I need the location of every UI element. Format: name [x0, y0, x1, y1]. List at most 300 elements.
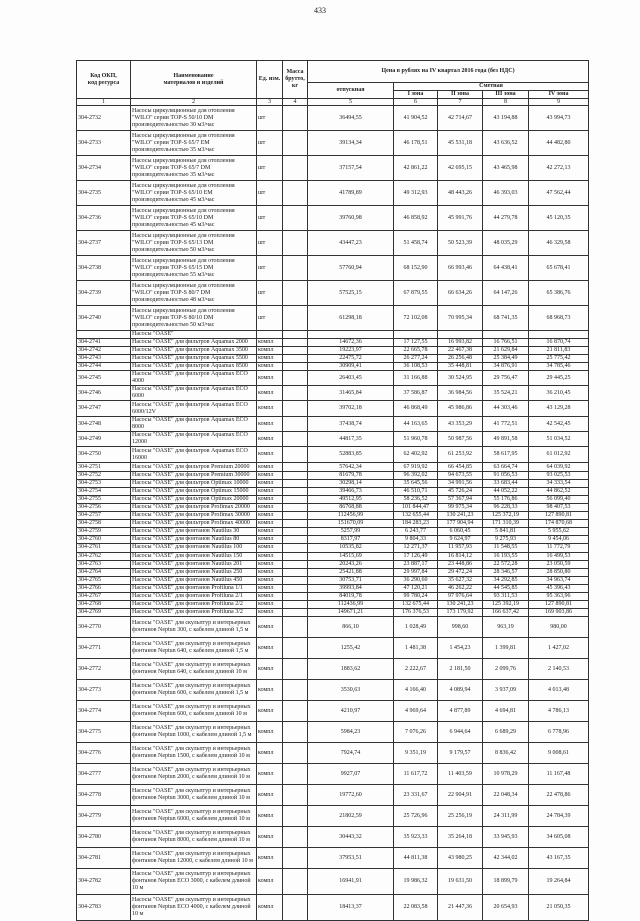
release-price	[308, 331, 394, 339]
zone-3-price: 2 099,76	[483, 659, 529, 680]
zone-1-price: 25 726,96	[394, 806, 438, 827]
unit: компл	[257, 659, 283, 680]
resource-code: 304-2782	[77, 869, 131, 895]
item-name: Насосы циркуляционные для отопления "WILO" серии TOP-S 50/10 DM производительностью 30 м3/час	[131, 106, 257, 131]
item-name: Насосы "OASE" для фильтров Profimax 30000	[131, 512, 257, 520]
unit: шт	[257, 156, 283, 181]
zone-2-price: 70 995,34	[438, 306, 483, 331]
unit: шт	[257, 181, 283, 206]
table-row	[77, 156, 589, 181]
zone-2-price: 11 957,93	[438, 544, 483, 552]
gross-mass	[283, 560, 308, 568]
gross-mass	[283, 503, 308, 511]
resource-code: 304-2772	[77, 659, 131, 680]
gross-mass	[283, 584, 308, 592]
table-row	[77, 347, 589, 355]
gross-mass	[283, 432, 308, 447]
resource-code: 304-2749	[77, 432, 131, 447]
zone-1-price: 4 969,64	[394, 701, 438, 722]
resource-code: 304-2780	[77, 827, 131, 848]
zone-1-price: 176 376,53	[394, 609, 438, 617]
gross-mass	[283, 520, 308, 528]
zone-4-price: 16 870,74	[529, 339, 589, 347]
gross-mass	[283, 156, 308, 181]
table-row	[77, 520, 589, 528]
unit: компл	[257, 848, 283, 869]
zone-1-price: 17 127,55	[394, 339, 438, 347]
gross-mass	[283, 463, 308, 471]
unit: компл	[257, 503, 283, 511]
unit: компл	[257, 680, 283, 701]
zone-1-price: 9 351,19	[394, 743, 438, 764]
zone-1-price: 132 655,44	[394, 512, 438, 520]
resource-code: 304-2755	[77, 495, 131, 503]
item-name: Насосы "OASE" для фильтров Aquamax 2000	[131, 339, 257, 347]
zone-1-price: 22 665,78	[394, 347, 438, 355]
zone-4-price: 127 890,81	[529, 601, 589, 609]
zone-2-price: 42 714,67	[438, 106, 483, 131]
header-release-price: отпускная	[308, 83, 394, 99]
unit: компл	[257, 417, 283, 432]
unit	[257, 331, 283, 339]
item-name: Насосы "OASE" для фильтров Aquamax ECO 12000	[131, 432, 257, 447]
zone-4-price: 98 407,53	[529, 503, 589, 511]
unit: компл	[257, 487, 283, 495]
release-price: 36494,55	[308, 106, 394, 131]
header-price-title: Цена в рублях на IV квартал 2016 года (без НДС)	[308, 61, 589, 83]
zone-2-price: 66 993,46	[438, 256, 483, 281]
gross-mass	[283, 339, 308, 347]
release-price: 39134,34	[308, 131, 394, 156]
zone-4-price: 65 678,41	[529, 256, 589, 281]
resource-code: 304-2733	[77, 131, 131, 156]
table-row	[77, 528, 589, 536]
table-row	[77, 544, 589, 552]
page-number: 433	[314, 6, 326, 15]
zone-3-price: 9 275,93	[483, 536, 529, 544]
gross-mass	[283, 895, 308, 921]
unit: компл	[257, 584, 283, 592]
zone-4-price: 25 775,42	[529, 355, 589, 363]
zone-1-price: 51 960,78	[394, 432, 438, 447]
header-code-line2: код ресурса	[87, 79, 120, 86]
release-price: 1255,42	[308, 638, 394, 659]
item-name: Насосы "OASE" для фильтров Premium 20000	[131, 463, 257, 471]
zone-4-price: 11 772,79	[529, 544, 589, 552]
zone-3-price: 33 683,44	[483, 479, 529, 487]
zone-3-price: 6 689,29	[483, 722, 529, 743]
zone-1-price: 17 126,49	[394, 552, 438, 560]
column-number: 2	[131, 99, 257, 106]
unit: компл	[257, 355, 283, 363]
zone-3-price: 166 637,42	[483, 609, 529, 617]
zone-1-price: 23 887,17	[394, 560, 438, 568]
resource-code: 304-2737	[77, 231, 131, 256]
zone-3-price: 34 292,85	[483, 576, 529, 584]
release-price: 30909,41	[308, 363, 394, 371]
zone-4-price: 51 034,52	[529, 432, 589, 447]
resource-code: 304-2739	[77, 281, 131, 306]
zone-3-price: 64 147,26	[483, 281, 529, 306]
zone-2-price: 130 241,23	[438, 512, 483, 520]
resource-code: 304-2762	[77, 552, 131, 560]
item-name: Насосы "OASE" для фильтров Aquamax ECO 16000	[131, 447, 257, 463]
item-name: Насосы "OASE" для фильтров Aquamax ECO 6000	[131, 386, 257, 401]
resource-code: 304-2745	[77, 371, 131, 386]
table-row	[77, 806, 589, 827]
item-name: Насосы "OASE" для фильтров Profimax 40000	[131, 520, 257, 528]
table-row	[77, 131, 589, 156]
zone-3-price: 20 654,93	[483, 895, 529, 921]
zone-4-price: 28 850,80	[529, 568, 589, 576]
zone-3-price: 963,19	[483, 617, 529, 638]
release-price: 14515,69	[308, 552, 394, 560]
item-name: Насосы "OASE" для фильтров Aquamax 3500	[131, 347, 257, 355]
release-price: 30298,14	[308, 479, 394, 487]
zone-4-price	[529, 331, 589, 339]
zone-4-price: 29 445,25	[529, 371, 589, 386]
unit: компл	[257, 471, 283, 479]
zone-3-price: 44 545,85	[483, 584, 529, 592]
resource-code	[77, 331, 131, 339]
release-price: 112436,99	[308, 601, 394, 609]
zone-2-price: 23 448,86	[438, 560, 483, 568]
table-row	[77, 495, 589, 503]
table-row	[77, 512, 589, 520]
header-name	[131, 61, 257, 99]
zone-1-price: 37 586,87	[394, 386, 438, 401]
item-name: Насосы "OASE" для скульптур и интерьерных фонтанов Neptun 3000, с кабелем длиной 10 м	[131, 785, 257, 806]
header-name-line1: Наименование	[173, 72, 214, 79]
table-row	[77, 785, 589, 806]
zone-3-price: 43 636,52	[483, 131, 529, 156]
resource-code: 304-2778	[77, 785, 131, 806]
table-row	[77, 463, 589, 471]
item-name: Насосы циркуляционные для отопления "WILO" серии TOP-S 65/13 DM производительностью 50 м3/час	[131, 231, 257, 256]
zone-1-price: 19 986,32	[394, 869, 438, 895]
table-row	[77, 680, 589, 701]
zone-1-price: 67 919,92	[394, 463, 438, 471]
price-table	[76, 60, 589, 921]
table-row	[77, 181, 589, 206]
table-row	[77, 568, 589, 576]
release-price: 39702,18	[308, 401, 394, 417]
resource-code: 304-2764	[77, 568, 131, 576]
header-code-line1: Код ОКП,	[90, 72, 117, 79]
zone-4-price: 23 050,59	[529, 560, 589, 568]
item-name: Насосы "OASE" для скульптур и интерьерных фонтанов Neptun 640, с кабелем длиной 10 м	[131, 659, 257, 680]
resource-code: 304-2751	[77, 463, 131, 471]
unit: шт	[257, 306, 283, 331]
zone-2-price: 16 814,12	[438, 552, 483, 560]
zone-3-price: 25 384,49	[483, 355, 529, 363]
zone-3-price: 8 836,42	[483, 743, 529, 764]
unit: компл	[257, 869, 283, 895]
unit: компл	[257, 552, 283, 560]
column-number: 8	[483, 99, 529, 106]
gross-mass	[283, 331, 308, 339]
gross-mass	[283, 536, 308, 544]
zone-1-price: 46 858,92	[394, 206, 438, 231]
zone-1-price: 4 166,40	[394, 680, 438, 701]
table-row	[77, 592, 589, 600]
header-unit: Ед. изм.	[257, 61, 283, 99]
resource-code: 304-2732	[77, 106, 131, 131]
table-row	[77, 281, 589, 306]
zone-3-price: 48 035,29	[483, 231, 529, 256]
release-price: 866,10	[308, 617, 394, 638]
zone-3-price: 91 056,53	[483, 471, 529, 479]
column-number: 6	[394, 99, 438, 106]
gross-mass	[283, 848, 308, 869]
zone-2-price: 173 179,92	[438, 609, 483, 617]
unit: компл	[257, 544, 283, 552]
zone-3-price: 10 978,29	[483, 764, 529, 785]
resource-code: 304-2748	[77, 417, 131, 432]
zone-2-price: 46 262,22	[438, 584, 483, 592]
zone-2-price: 6 944,64	[438, 722, 483, 743]
resource-code: 304-2771	[77, 638, 131, 659]
gross-mass	[283, 617, 308, 638]
zone-2-price: 45 531,18	[438, 131, 483, 156]
table-row	[77, 206, 589, 231]
zone-1-price: 58 236,52	[394, 495, 438, 503]
resource-code: 304-2735	[77, 181, 131, 206]
table-row	[77, 386, 589, 401]
table-row	[77, 869, 589, 895]
zone-3-price: 96 228,33	[483, 503, 529, 511]
zone-4-price: 43 129,28	[529, 401, 589, 417]
table-row	[77, 355, 589, 363]
resource-code: 304-2740	[77, 306, 131, 331]
item-name: Насосы циркуляционные для отопления "WILO" серии TOP-S 65/7 EM производительностью 35 м3/час	[131, 131, 257, 156]
zone-1-price: 101 844,47	[394, 503, 438, 511]
gross-mass	[283, 638, 308, 659]
resource-code: 304-2742	[77, 347, 131, 355]
gross-mass	[283, 479, 308, 487]
item-name: Насосы "OASE" для фильтров Aquamax 8500	[131, 363, 257, 371]
gross-mass	[283, 306, 308, 331]
zone-3-price: 43 465,98	[483, 156, 529, 181]
zone-2-price: 43 980,25	[438, 848, 483, 869]
release-price: 61298,18	[308, 306, 394, 331]
gross-mass	[283, 806, 308, 827]
zone-4-price: 44 482,80	[529, 131, 589, 156]
zone-2-price: 57 367,94	[438, 495, 483, 503]
unit: шт	[257, 206, 283, 231]
header-estimate-price: Сметная	[394, 83, 589, 91]
zone-2-price: 998,60	[438, 617, 483, 638]
header-mass: Масса брутто, кг	[283, 61, 308, 99]
table-row	[77, 617, 589, 638]
resource-code: 304-2765	[77, 576, 131, 584]
resource-code: 304-2781	[77, 848, 131, 869]
gross-mass	[283, 701, 308, 722]
zone-4-price: 11 167,48	[529, 764, 589, 785]
header-zone-4: IV зона	[529, 91, 589, 99]
zone-2-price: 66 454,85	[438, 463, 483, 471]
gross-mass	[283, 743, 308, 764]
zone-3-price: 1 399,81	[483, 638, 529, 659]
item-name: Насосы "OASE" для фонтанов Nautilus 201	[131, 560, 257, 568]
table-row	[77, 848, 589, 869]
zone-2-price: 130 241,23	[438, 601, 483, 609]
zone-1-price: 51 458,74	[394, 231, 438, 256]
zone-4-price: 21 050,35	[529, 895, 589, 921]
item-name: Насосы "OASE" для фильтров Aquamax ECO 8000	[131, 417, 257, 432]
resource-code: 304-2763	[77, 560, 131, 568]
table-row	[77, 552, 589, 560]
gross-mass	[283, 869, 308, 895]
zone-2-price: 21 447,36	[438, 895, 483, 921]
column-number: 3	[257, 99, 283, 106]
zone-4-price: 45 396,43	[529, 584, 589, 592]
table-body	[77, 106, 589, 921]
resource-code: 304-2770	[77, 617, 131, 638]
unit: компл	[257, 895, 283, 921]
release-price: 8317,97	[308, 536, 394, 544]
zone-2-price: 45 726,24	[438, 487, 483, 495]
resource-code: 304-2756	[77, 503, 131, 511]
zone-1-price: 42 861,22	[394, 156, 438, 181]
table-row	[77, 609, 589, 617]
zone-3-price: 22 572,28	[483, 560, 529, 568]
release-price: 19772,60	[308, 785, 394, 806]
zone-4-price: 93 025,53	[529, 471, 589, 479]
gross-mass	[283, 487, 308, 495]
zone-4-price: 22 478,86	[529, 785, 589, 806]
header-code	[77, 61, 131, 99]
zone-4-price: 34 605,08	[529, 827, 589, 848]
zone-2-price: 30 524,95	[438, 371, 483, 386]
unit: шт	[257, 106, 283, 131]
zone-3-price: 29 756,47	[483, 371, 529, 386]
item-name: Насосы "OASE" для фонтанов Profiluna 3/2	[131, 609, 257, 617]
zone-4-price: 980,00	[529, 617, 589, 638]
zone-3-price: 11 548,55	[483, 544, 529, 552]
gross-mass	[283, 401, 308, 417]
zone-4-price: 5 955,62	[529, 528, 589, 536]
release-price: 81679,78	[308, 471, 394, 479]
zone-4-price: 64 039,92	[529, 463, 589, 471]
zone-2-price: 22 467,38	[438, 347, 483, 355]
unit: шт	[257, 131, 283, 156]
gross-mass	[283, 347, 308, 355]
release-price: 43447,23	[308, 231, 394, 256]
release-price: 39760,98	[308, 206, 394, 231]
unit: компл	[257, 827, 283, 848]
release-price: 37157,54	[308, 156, 394, 181]
resource-code: 304-2734	[77, 156, 131, 181]
release-price: 84019,78	[308, 592, 394, 600]
item-name: Насосы "OASE" для фильтров Optimax 10000	[131, 479, 257, 487]
header-zone-2: II зона	[438, 91, 483, 99]
item-name: Насосы "OASE" для скульптур и интерьерных фонтанов Neptun ECO 4000, с кабелем длиной 10 м	[131, 895, 257, 921]
zone-4-price: 174 870,68	[529, 520, 589, 528]
unit: компл	[257, 576, 283, 584]
zone-3-price: 28 346,57	[483, 568, 529, 576]
section-row	[77, 331, 589, 339]
resource-code: 304-2736	[77, 206, 131, 231]
table-row	[77, 764, 589, 785]
item-name: Насосы "OASE" для фонтанов Nautilus 30	[131, 528, 257, 536]
zone-4-price: 4 013,48	[529, 680, 589, 701]
unit: компл	[257, 785, 283, 806]
item-name: Насосы "OASE" для фонтанов Nautilus 450	[131, 576, 257, 584]
unit: компл	[257, 512, 283, 520]
zone-2-price: 36 984,56	[438, 386, 483, 401]
zone-1-price: 46 510,71	[394, 487, 438, 495]
release-price: 52883,85	[308, 447, 394, 463]
item-name: Насосы "OASE" для скульптур и интерьерных фонтанов Neptun 1500, с кабелем длиной 10 м	[131, 743, 257, 764]
zone-3-price: 125 392,19	[483, 601, 529, 609]
release-price: 26403,45	[308, 371, 394, 386]
zone-1-price	[394, 331, 438, 339]
zone-2-price: 4 877,89	[438, 701, 483, 722]
item-name: Насосы "OASE" для фонтанов Nautilus 100	[131, 544, 257, 552]
gross-mass	[283, 386, 308, 401]
item-name: Насосы "OASE" для фонтанов Nautilus 80	[131, 536, 257, 544]
zone-1-price: 96 392,02	[394, 471, 438, 479]
zone-2-price	[438, 331, 483, 339]
item-name: Насосы "OASE" для скульптур и интерьерных фонтанов Neptun 12000, с кабелем длиной 10 м	[131, 848, 257, 869]
release-price: 39466,73	[308, 487, 394, 495]
column-number: 7	[438, 99, 483, 106]
zone-2-price: 45 991,76	[438, 206, 483, 231]
release-price: 37953,51	[308, 848, 394, 869]
zone-1-price: 44 163,65	[394, 417, 438, 432]
unit: компл	[257, 401, 283, 417]
zone-4-price: 43 994,73	[529, 106, 589, 131]
zone-2-price: 35 448,81	[438, 363, 483, 371]
zone-3-price: 18 899,79	[483, 869, 529, 895]
zone-1-price: 1 481,38	[394, 638, 438, 659]
gross-mass	[283, 764, 308, 785]
item-name: Насосы циркуляционные для отопления "WILO" серии TOP-S 80/7 DM производительностью 48 м3/час	[131, 281, 257, 306]
resource-code: 304-2752	[77, 471, 131, 479]
release-price: 21802,59	[308, 806, 394, 827]
zone-3-price: 5 841,81	[483, 528, 529, 536]
gross-mass	[283, 601, 308, 609]
item-name: Насосы "OASE" для скульптур и интерьерных фонтанов Neptun ECO 3000, с кабелем длиной 10 м	[131, 869, 257, 895]
unit: компл	[257, 463, 283, 471]
column-number: 5	[308, 99, 394, 106]
unit: шт	[257, 231, 283, 256]
release-price: 10535,82	[308, 544, 394, 552]
item-name: Насосы циркуляционные для отопления "WILO" серии TOP-S 65/10 EM производительностью 45 м3/час	[131, 181, 257, 206]
zone-2-price: 11 403,59	[438, 764, 483, 785]
item-name: Насосы циркуляционные для отопления "WILO" серии TOP-S 80/10 DM производительностью 50 м3/час	[131, 306, 257, 331]
table-row	[77, 560, 589, 568]
zone-2-price: 94 673,55	[438, 471, 483, 479]
table-row	[77, 601, 589, 609]
release-price: 9927,07	[308, 764, 394, 785]
zone-1-price: 36 108,53	[394, 363, 438, 371]
table-row	[77, 584, 589, 592]
zone-3-price: 4 694,81	[483, 701, 529, 722]
release-price: 57760,94	[308, 256, 394, 281]
unit: компл	[257, 495, 283, 503]
zone-4-price: 6 778,96	[529, 722, 589, 743]
zone-3-price: 49 891,58	[483, 432, 529, 447]
item-name: Насосы "OASE" для фильтров Aquamax ECO 4000	[131, 371, 257, 386]
header-zone-3: III зона	[483, 91, 529, 99]
item-name: Насосы "OASE" для скульптур и интерьерных фонтанов Neptun 300, с кабелем длиной 1,5 м	[131, 617, 257, 638]
zone-1-price: 2 222,67	[394, 659, 438, 680]
zone-2-price: 34 991,56	[438, 479, 483, 487]
release-price: 49512,95	[308, 495, 394, 503]
gross-mass	[283, 256, 308, 281]
